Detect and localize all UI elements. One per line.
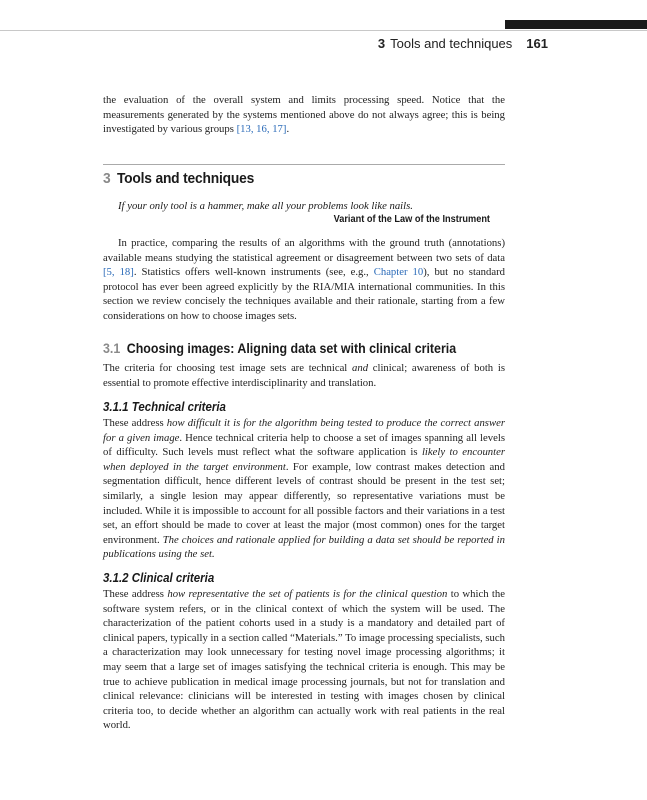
clinical-emphasis: how representative the set of patients is for the clinical question — [167, 588, 448, 600]
subsection-para-emphasis: and — [352, 362, 369, 374]
technical-text: These address — [103, 417, 167, 429]
clinical-criteria-heading: 3.1.2 Clinical criteria — [103, 571, 215, 585]
technical-text: . Hence technical criteria help to choose a set of images spanning all levels of difficulty. Such levels must reflect what the software application is — [103, 431, 505, 459]
technical-emphasis: The choices and rationale applied for building a data set should be reported in publications using the set. — [103, 533, 505, 561]
intro-paragraph — [103, 93, 505, 137]
subsection-heading — [103, 341, 456, 356]
clinical-text: to which the software system refers, or in the clinical context of which the system will be used. The characterization of the patient cohorts used in a study is a mandatory and detailed part of clinical papers, typically in a section called “Materials.” To image processing specialists, such a characterization may look unnecessary for testing novel image processing algorithms; it may seem that a large set of images satisfying the technical criteria is enough. This may be true to achieve publication in medical image processing journals, but not for translation and clinical relevance: clinicians will be interested in testing with images chosen by clinical criteria too, to decide whether an algorithm can actually work with real patients in the real world. — [103, 588, 505, 732]
subsection-paragraph — [103, 361, 505, 390]
running-head-title: Tools and techniques — [390, 36, 513, 51]
intro-text: the evaluation of the overall system and limits processing speed. Notice that the measurements generated by the systems mentioned above do not always agree; this is being investigated by various groups — [103, 94, 505, 136]
section-heading — [103, 170, 254, 187]
epigraph — [118, 199, 490, 225]
section-title: Tools and techniques — [116, 170, 255, 187]
subsection-title: Choosing images: Aligning data set with clinical criteria — [126, 341, 457, 356]
subsection-number: 3.1 — [103, 341, 121, 356]
section-para-text: . Statistics offers well-known instruments (see, e.g., — [133, 266, 374, 279]
technical-emphasis: how difficult it is for the algorithm being tested to produce the correct answer for a given image — [103, 417, 505, 444]
header-rule — [0, 30, 647, 31]
technical-emphasis: likely to encounter when deployed in the target environment — [103, 446, 506, 473]
intro-end: . — [286, 123, 290, 136]
section-para-text: ), but no standard protocol has ever been agreed explicitly by the RIA/MIA international communities. In this section we review concisely the techniques available and their rationale, starting from a few considerations on how to choose images sets. — [103, 266, 506, 322]
section-number: 3 — [103, 170, 111, 187]
technical-text: . For example, low contrast makes detection and segmentation difficult, hence different levels of contrast should be present in the test set; similarly, a single lesion may appear differently, so representative variations must be included. While it is impossible to account for all possible factors and their variations in a test set, an effort should be made to cover at least the major (most common) ones for the target environment. — [103, 460, 505, 546]
section-para-text: In practice, comparing the results of an algorithms with the ground truth (annotations) available means studying the statistical agreement or disagreement between two sets of data — [103, 237, 505, 264]
running-head — [378, 36, 548, 51]
technical-criteria-heading: 3.1.1 Technical criteria — [103, 400, 226, 414]
running-head-chapter-number: 3 — [377, 36, 386, 51]
subsection-para-text: The criteria for choosing test image sets are technical — [103, 362, 352, 374]
page-number: 161 — [526, 36, 548, 51]
technical-criteria-paragraph — [103, 416, 505, 562]
subsection-para-text: clinical; awareness of both is essential to promote effective interdisciplinarity and translation. — [103, 362, 505, 389]
citation-link[interactable]: [5, 18] — [103, 266, 134, 279]
epigraph-quote: If your only tool is a hammer, make all your problems look like nails. — [118, 200, 413, 212]
clinical-criteria-paragraph — [103, 587, 505, 733]
epigraph-attribution: Variant of the Law of the Instrument — [333, 214, 490, 225]
clinical-text: These address — [103, 588, 168, 600]
section-paragraph — [103, 236, 505, 324]
citation-link[interactable]: [13, 16, 17] — [236, 123, 287, 136]
chapter-link[interactable]: Chapter 10 — [373, 266, 424, 279]
section-divider — [103, 164, 505, 165]
header-bar — [505, 20, 647, 29]
